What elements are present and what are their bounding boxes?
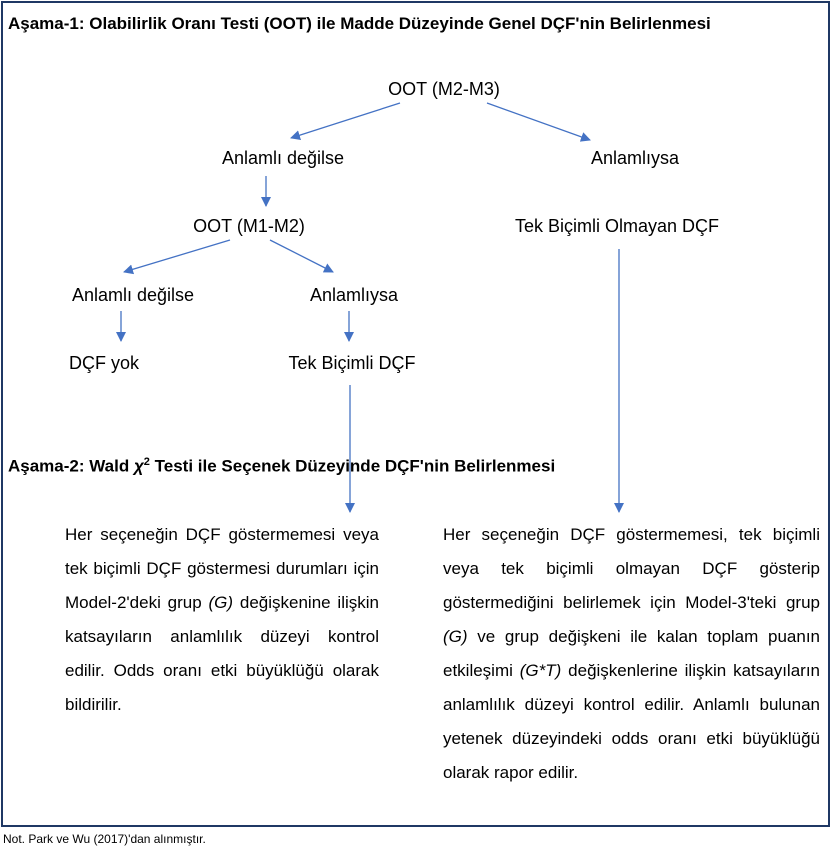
stage1-heading: Aşama-1: Olabilirlik Oranı Testi (OOT) ile Madde Düzeyinde Genel DÇF'nin Belirlenmesi [8, 14, 711, 33]
left-paragraph: Her seçeneğin DÇF göstermemesi veya tek biçimli DÇF göstermesi durumları için Model-2'deki grup (G) değişkenine ilişkin katsayıların anlamlılık düzeyi kontrol edilir. Odds oranı etki büyüklüğü olarak bildirilir. [65, 525, 379, 714]
arrow-m1m2-to-anlamliysa [270, 240, 333, 272]
node-oot-m2-m3: OOT (M2-M3) [388, 79, 500, 99]
chi-symbol: χ [133, 456, 144, 476]
arrow-m2m3-to-anlamliysa [487, 103, 590, 140]
node-anlamli-degilse-1: Anlamlı değilse [221, 148, 345, 168]
node-oot-m1-m2: OOT (M1-M2) [193, 216, 305, 236]
stage2-heading: Aşama-2: Wald $\chi^2$ Testi ile Seçenek Düzeyinde DÇF'nin Belirlenmesi [8, 456, 556, 476]
node-anlamliysa-2: Anlamlıysa [309, 285, 399, 305]
node-anlamliysa-1: Anlamlıysa [590, 148, 680, 168]
source-note: Not. Park ve Wu (2017)'dan alınmıştır. [3, 832, 206, 846]
node-tek-bicimli-olmayan-dcf: Tek Biçimli Olmayan DÇF [514, 216, 720, 236]
node-tek-bicimli-dcf: Tek Biçimli DÇF [288, 353, 416, 373]
node-dcf-yok: DÇF yok [68, 353, 140, 373]
arrow-m1m2-to-anlamli-degilse [124, 240, 230, 272]
right-paragraph: Her seçeneğin DÇF göstermemesi, tek biçimli veya tek biçimli olmayan DÇF gösterip göstermediğini belirlemek için Model-3'teki grup (G) ve grup değişkeni ile kalan toplam puanın etkileşimi (G*T) değişkenlerine ilişkin katsayıların anlamlılık düzeyi kontrol edilir. Anlamlı bulunan yetenek düzeyindeki odds oranı etki büyüklüğü olarak rapor edilir. [443, 525, 820, 782]
arrow-m2m3-to-anlamli-degilse [291, 103, 400, 138]
node-anlamli-degilse-2: Anlamlı değilse [71, 285, 195, 305]
